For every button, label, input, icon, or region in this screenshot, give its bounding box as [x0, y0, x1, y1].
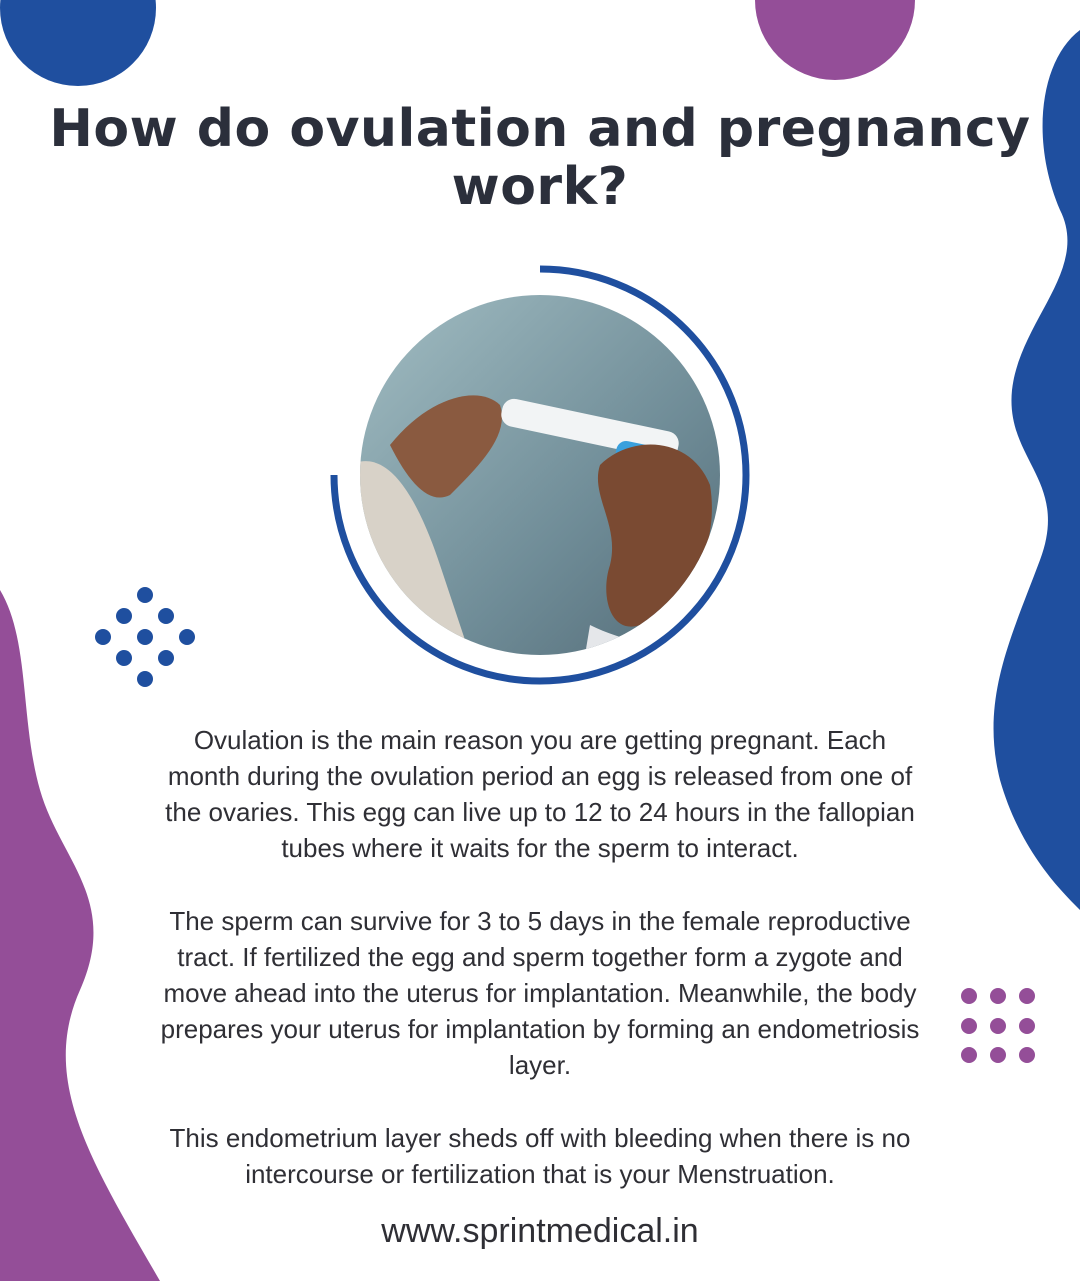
pregnancy-test-photo — [330, 265, 750, 685]
blue-dot-grid — [95, 587, 195, 687]
paragraph-menstruation: This endometrium layer sheds off with bleeding when there is no intercourse or fertilization that is your Menstruation. — [169, 1123, 911, 1189]
website-link[interactable]: www.sprintmedical.in — [381, 1212, 699, 1250]
paragraph-ovulation: Ovulation is the main reason you are getting pregnant. Each month during the ovulation period an egg is released from one of the ovaries. This egg can live up to 12 to 24 hours in the fallopian tubes where it waits for the sperm to interact. — [165, 725, 915, 863]
purple-left-blob — [0, 590, 160, 1281]
purple-top-circle — [755, 0, 915, 80]
page-title: How do ovulation and pregnancy work? — [49, 99, 1031, 217]
paragraph-sperm: The sperm can survive for 3 to 5 days in the female reproductive tract. If fertilized the egg and sperm together form a zygote and move ahead into the uterus for implantation. Meanwhile, the body prepares your uterus for implantation by forming an endometriosis layer. — [160, 906, 920, 1080]
purple-dot-grid — [961, 988, 1035, 1063]
blue-corner-circle — [0, 0, 156, 86]
